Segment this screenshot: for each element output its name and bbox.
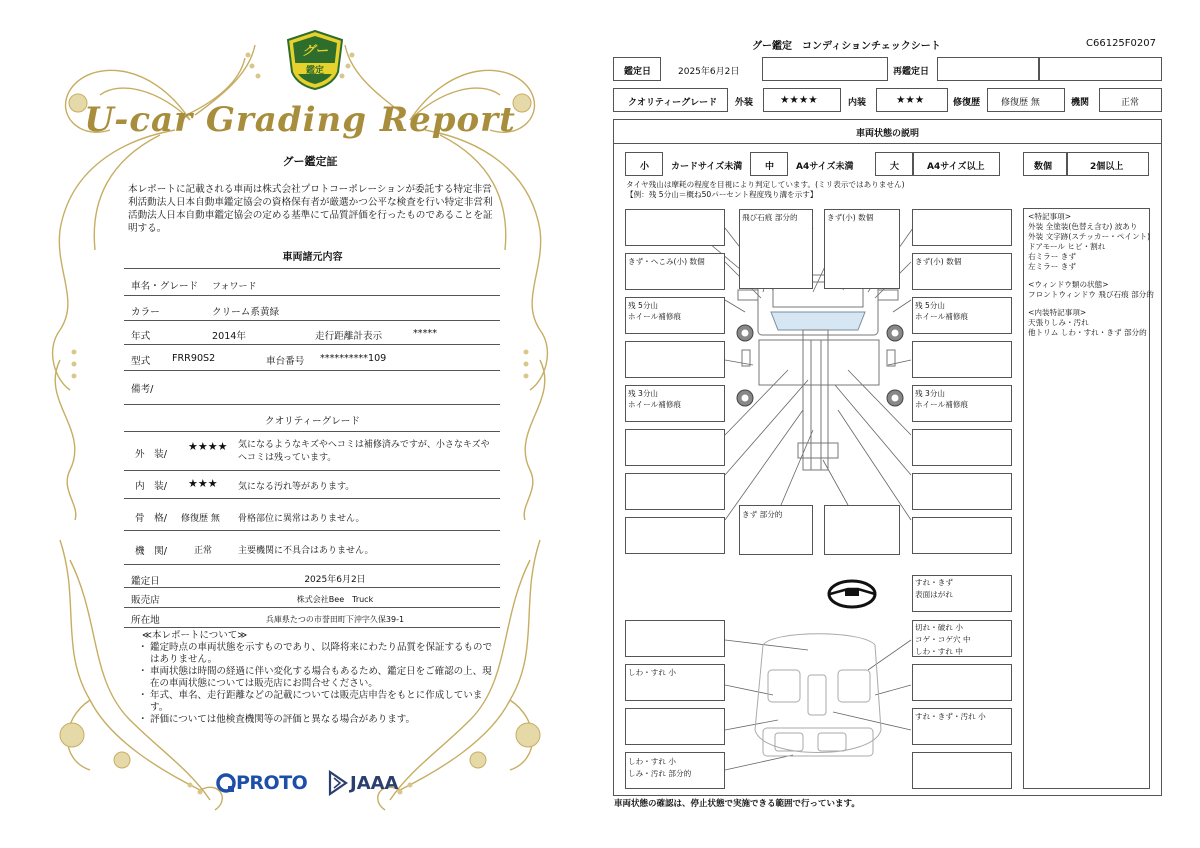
about-title: ≪本レポートについて≫ [142,630,248,641]
right-upper-note: きず(小) 数個 [915,257,962,266]
divider [124,607,500,608]
seat-note-1: 切れ・破れ 小 [915,623,963,632]
year-label: 年式 [131,331,151,342]
special-notes-heading: <特記事項> [1028,212,1072,221]
special-note: 外装 文字跡(ステッカー・ペイント) [1028,232,1151,241]
jaaa-logo-icon [328,770,348,796]
left-front-interior-note: しわ・すれ 小 [628,668,676,677]
about-list [138,642,498,726]
right-mid-interior-note: すれ・きず・汚れ 小 [915,712,986,721]
model-label: 型式 [131,356,151,367]
divider [124,268,500,269]
divider [124,498,500,499]
divider [124,627,500,628]
about-item: ・ 年式、車名、走行距離などの記載については販売店申告をもとに作成しています。 [138,690,498,714]
engine-label: 機 関/ [135,546,168,557]
exterior-stars: ★★★★ [188,440,228,453]
sheet-title: グー鑑定 コンディションチェックシート [752,41,941,52]
tire-note-2: 【例：残 5分山＝概ね50パーセント程度残り溝を示す】 [626,190,818,199]
divider [124,431,500,432]
interior-text: 気になる汚れ等があります。 [238,482,355,492]
address-value: 兵庫県たつの市誉田町下沖字久保39-1 [265,615,405,624]
window-note: フロントウィンドウ 飛び石痕 部分的 [1028,290,1154,299]
exterior-note-box [912,209,1012,246]
spec-heading: 車両諸元内容 [282,252,343,263]
car-name-value: フォワード [212,282,257,292]
size-small: 小 [640,162,650,172]
exterior-note-box [824,505,900,555]
goo-kantei-badge-icon [286,30,344,90]
color-label: カラー [131,307,160,318]
steering-note-1: すれ・きず [915,578,953,587]
steering-wheel-icon [829,581,875,607]
jaaa-logo-text: JAAA [350,773,399,794]
address-label: 所在地 [131,615,160,626]
badge-bottom-text: 鑑定 [305,66,324,76]
interior-note: 天張りしみ・汚れ [1028,318,1089,327]
top-center-right-note: きず(小) 数個 [827,213,874,222]
divider [124,564,500,565]
size-large: 大 [890,162,900,172]
model-value: FRR90S2 [172,353,216,364]
left-front-wheel-note: ホイール補修痕 [628,312,682,321]
mileage-label: 走行距離計表示 [315,331,383,342]
interior-stars: ★★★ [896,94,925,106]
dealer-label: 販売店 [131,595,160,606]
interior-note: 他トリム しわ・すれ・きず 部分的 [1028,328,1147,337]
special-note: 外装 全塗装(色替え含む) 波あり [1028,222,1138,231]
certificate-title: グー鑑定証 [282,155,338,168]
right-front-wheel-note: ホイール補修痕 [915,312,969,321]
right-rear-tire-note: 残 3分山 [915,389,946,398]
exterior-note-box [912,341,1012,378]
interior-notes-heading: <内装特記事項> [1028,308,1087,317]
exterior-label: 外 装/ [135,449,168,460]
interior-note-box [625,620,725,657]
report-title: U-car Grading Report [84,100,516,140]
interior-label: 内 装/ [135,481,168,492]
about-item: ・ 車両状態は時間の経過に伴い変化する場合もあるため、鑑定日をご確認の上、現在の車両状態については販売店にお問合せください。 [138,666,498,690]
count-label: 数個 [1034,162,1053,172]
exterior-label: 外装 [735,98,754,108]
quality-heading: クオリティーグレード [265,416,360,427]
divider [124,295,500,296]
color-value: クリーム系黄緑 [212,307,280,318]
divider [124,320,500,321]
seat-note-3: しわ・すれ 中 [915,647,963,656]
size-medium-desc: A4サイズ未満 [796,162,854,172]
badge-top-text: グー [301,44,328,59]
exterior-note-box [625,517,725,554]
appraisal-date-value: 2025年6月2日 [304,575,366,585]
proto-logo-text: PROTO [236,772,308,794]
quality-grade-label: クオリティーグレード [628,98,718,108]
interior-label: 内装 [848,98,867,108]
exterior-text: 気になるようなキズやヘコミは補修済みですが、小さなキズやヘコミは残っています。 [238,440,490,463]
appraisal-date-value: 2025年6月2日 [678,67,740,77]
divider [1038,57,1040,81]
interior-stars: ★★★ [188,477,218,490]
top-center-left-note: 飛び石痕 部分的 [742,213,798,222]
count-desc: 2個以上 [1090,162,1124,172]
exterior-note-box [625,341,725,378]
mileage-value: ***** [413,328,437,339]
condition-heading: 車両状態の説明 [855,129,919,139]
remarks-label: 備考/ [131,384,154,395]
repair-value: 修復歴 無 [1001,98,1040,108]
size-large-desc: A4サイズ以上 [927,162,985,172]
exterior-note-box [912,429,1012,466]
divider [124,587,500,588]
reappraisal-label: 再鑑定日 [893,67,930,77]
certificate-text: 本レポートに記載される車両は株式会社プロトコーポレーションが委託する特定非営利活動法人日本自動車鑑定協会の資格保有者が厳選かつ公平な検査を行い特定非営利活動法人日本自動車鑑定協会の定める基準にて品質評価を行ったものであることを証明する。 [128,184,493,234]
appraisal-date-label: 鑑定日 [131,576,160,587]
chassis-label: 車台番号 [266,356,305,367]
bottom-center-note: きず 部分的 [742,510,783,519]
divider [124,470,500,471]
interior-note-box [625,708,725,745]
appraisal-date-label: 鑑定日 [624,67,652,77]
dealer-value: 株式会社Bee Truck [296,595,374,604]
divider [912,152,914,176]
exterior-note-box [625,209,725,246]
about-item: ・ 鑑定時点の車両状態を示すものであり、以降将来にわたり品質を保証するものではありません。 [138,642,498,666]
right-rear-wheel-note: ホイール補修痕 [915,400,969,409]
engine-value: 正常 [194,546,213,556]
left-rear-wheel-note: ホイール補修痕 [628,400,682,409]
exterior-note-box [625,473,725,510]
engine-text: 主要機関に不具合はありません。 [238,546,374,556]
left-rear-interior-note-2: しみ・汚れ 部分的 [628,769,692,778]
divider [124,344,500,345]
exterior-note-box [912,517,1012,554]
repair-label: 修復歴 [953,98,981,108]
footer-note: 車両状態の確認は、停止状態で実施できる範囲で行っています。 [614,799,860,809]
left-front-tire-note: 残 5分山 [628,301,659,310]
frame-text: 骨格部位に異常はありません。 [238,514,365,524]
divider [124,404,500,405]
special-note: 左ミラー きず [1028,262,1076,271]
divider [124,370,500,371]
interior-note-box [912,664,1012,701]
engine-value: 正常 [1121,98,1140,108]
frame-value: 修復歴 無 [181,514,220,524]
about-item: ・ 評価については他検査機関等の評価と異なる場合があります。 [138,714,498,726]
divider [1066,152,1068,176]
proto-logo-icon [216,772,236,794]
size-medium: 中 [765,162,775,172]
window-notes-heading: <ウィンドウ類の状態> [1028,280,1109,289]
seat-note-2: コゲ・コゲ穴 中 [915,635,971,644]
exterior-note-box [625,429,725,466]
special-note: ドアモール ヒビ・割れ [1028,242,1106,251]
engine-label: 機関 [1071,98,1090,108]
tire-note-1: タイヤ残山は摩耗の程度を目視により判定しています。(ミリ表示ではありません) [626,180,905,189]
exterior-stars: ★★★★ [780,94,818,106]
year-value: 2014年 [212,331,247,342]
exterior-note-box [912,473,1012,510]
about-report-section [138,630,498,726]
divider [124,530,500,531]
steering-note-2: 表面はがれ [915,590,953,599]
sheet-code: C66125F0207 [1086,38,1156,49]
left-rear-tire-note: 残 3分山 [628,389,659,398]
right-front-tire-note: 残 5分山 [915,301,946,310]
chassis-value: **********109 [320,353,387,364]
logos [216,770,416,798]
car-name-label: 車名・グレード [131,281,199,292]
size-small-desc: カードサイズ未満 [671,162,743,172]
left-upper-note: きず・へこみ(小) 数個 [628,257,705,266]
special-note: 右ミラー きず [1028,252,1076,261]
frame-label: 骨 格/ [135,513,168,524]
interior-note-box [912,752,1012,789]
left-rear-interior-note-1: しわ・すれ 小 [628,757,676,766]
